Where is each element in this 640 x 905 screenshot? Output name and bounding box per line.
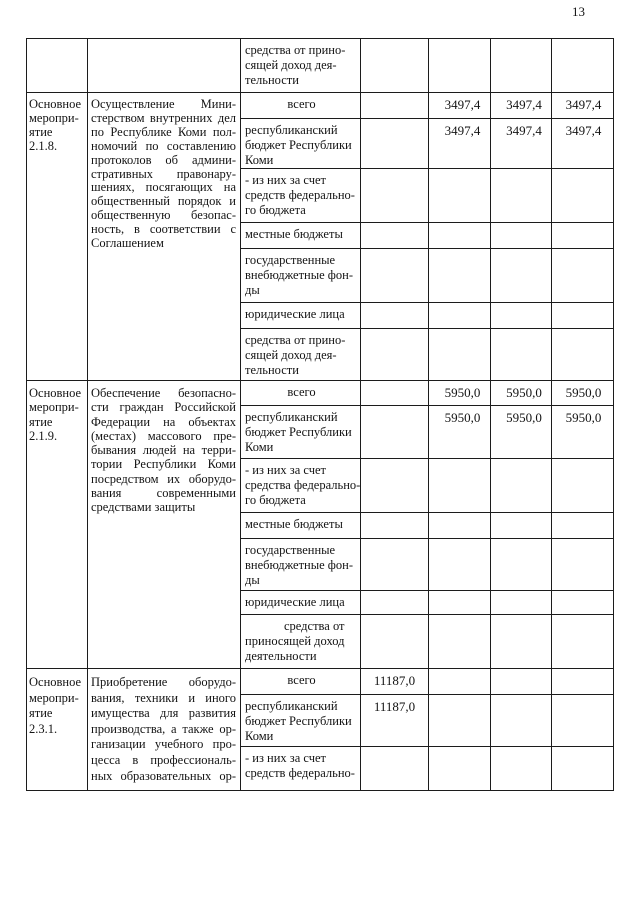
value-cell — [552, 539, 614, 591]
text-line: протоколов об админи- — [91, 152, 236, 167]
value-cell — [429, 669, 491, 695]
value-cell — [491, 249, 552, 303]
text-line: Коми — [245, 440, 274, 454]
value-cell — [361, 119, 429, 169]
text-line: средств федерально- — [245, 188, 355, 202]
text-line: республиканский — [245, 699, 338, 713]
value-cell — [429, 303, 491, 329]
value-cell: 3497,4 — [429, 119, 491, 169]
value-cell — [491, 513, 552, 539]
value-cell: 5950,0 — [552, 406, 614, 459]
text-line: средства от прино- — [245, 43, 346, 57]
value-cell — [429, 615, 491, 669]
text-line: производства, а также ор- — [91, 721, 236, 736]
value-cell — [361, 329, 429, 381]
text-line: средства федерально- — [245, 478, 361, 492]
value-cell — [361, 539, 429, 591]
text-line: всего — [287, 385, 316, 399]
value-cell — [361, 591, 429, 615]
event-cell — [27, 381, 88, 669]
value-cell — [361, 249, 429, 303]
value-cell — [361, 747, 429, 791]
value-cell — [491, 169, 552, 223]
source-cell — [241, 669, 361, 695]
empty-cell — [88, 39, 241, 93]
text-line: ятие — [29, 124, 53, 139]
value-cell — [361, 169, 429, 223]
value-cell — [361, 303, 429, 329]
source-cell — [241, 39, 361, 93]
source-cell — [241, 169, 361, 223]
value-cell — [552, 669, 614, 695]
value-cell: 3497,4 — [552, 93, 614, 119]
text-line: шениях, посягающих на — [91, 180, 236, 195]
text-line: средства от прино- — [245, 333, 346, 347]
text-line: по Республике Коми пол- — [91, 124, 236, 139]
source-cell — [241, 539, 361, 591]
table-row — [27, 93, 614, 119]
value-cell: 5950,0 — [491, 381, 552, 406]
value-cell — [429, 223, 491, 249]
value-cell — [361, 93, 429, 119]
text-line: Основное — [29, 386, 82, 400]
value-cell — [429, 591, 491, 615]
value-cell — [552, 169, 614, 223]
value-cell — [429, 459, 491, 513]
value-cell — [491, 747, 552, 791]
text-line: республиканский — [245, 123, 338, 137]
text-line: местные бюджеты — [245, 517, 343, 531]
value-cell — [552, 695, 614, 747]
value-cell — [361, 615, 429, 669]
value-cell — [491, 303, 552, 329]
source-cell — [241, 381, 361, 406]
table-row — [27, 669, 614, 695]
text-line: посредством их оборудо- — [91, 471, 236, 486]
value-cell — [429, 329, 491, 381]
text-line: юридические лица — [245, 307, 345, 321]
text-line: сящей доход дея- — [245, 348, 337, 362]
table-row — [27, 381, 614, 406]
text-line: средства от — [284, 619, 345, 633]
text-line: меропри- — [29, 110, 79, 125]
value-cell — [429, 39, 491, 93]
text-line: всего — [287, 97, 316, 111]
text-line: бюджет Республики — [245, 714, 352, 728]
empty-cell — [27, 39, 88, 93]
value-cell: 5950,0 — [429, 381, 491, 406]
text-line: Приобретение оборудо- — [91, 675, 236, 689]
text-line: ность, в соответствии с — [91, 222, 236, 237]
text-line: го бюджета — [245, 493, 306, 507]
value-cell: 5950,0 — [491, 406, 552, 459]
text-line: вания, техники и иного — [91, 690, 236, 705]
text-line: меропри- — [29, 400, 79, 415]
value-cell — [429, 747, 491, 791]
text-line: ды — [245, 283, 260, 297]
value-cell: 3497,4 — [429, 93, 491, 119]
value-cell — [429, 695, 491, 747]
value-cell — [361, 381, 429, 406]
text-line: средств федерально- — [245, 766, 355, 780]
source-cell — [241, 93, 361, 119]
source-cell — [241, 119, 361, 169]
text-line: Основное — [29, 97, 82, 111]
text-line: имущества для развития — [91, 706, 236, 721]
value-cell — [361, 223, 429, 249]
text-line: тельности — [245, 363, 299, 377]
source-cell — [241, 695, 361, 747]
text-line: республиканский — [245, 410, 338, 424]
text-line: Осуществление Мини- — [91, 97, 236, 111]
value-cell — [552, 329, 614, 381]
text-line: приносящей доход — [245, 634, 345, 648]
value-cell — [552, 747, 614, 791]
text-line: местные бюджеты — [245, 227, 343, 241]
text-line: деятельности — [245, 649, 317, 663]
text-line: - из них за счет — [245, 463, 326, 477]
value-cell — [429, 169, 491, 223]
value-cell — [491, 615, 552, 669]
value-cell — [552, 223, 614, 249]
text-line: государственные — [245, 253, 336, 267]
source-cell — [241, 249, 361, 303]
text-line: ятие — [29, 706, 53, 721]
value-cell — [429, 249, 491, 303]
value-cell: 3497,4 — [552, 119, 614, 169]
page-number: 13 — [572, 4, 585, 19]
text-line: внебюджетные фон- — [245, 558, 354, 572]
text-line: государственные — [245, 543, 336, 557]
text-line: меропри- — [29, 690, 79, 705]
text-line: стерством внутренних дел — [91, 110, 236, 125]
text-line: Коми — [245, 729, 274, 743]
value-cell — [491, 329, 552, 381]
source-cell — [241, 223, 361, 249]
source-cell — [241, 615, 361, 669]
text-line: стративных правонару- — [91, 166, 236, 181]
funding-table — [26, 38, 614, 791]
value-cell: 11187,0 — [361, 669, 429, 695]
text-line: юридические лица — [245, 595, 345, 609]
source-cell — [241, 459, 361, 513]
event-cell — [27, 93, 88, 381]
value-cell — [552, 39, 614, 93]
text-line: - из них за счет — [245, 751, 326, 765]
description-cell — [88, 669, 241, 791]
text-line: номочий по составлению — [91, 138, 236, 153]
source-cell — [241, 513, 361, 539]
description-cell — [88, 93, 241, 381]
text-line: бюджет Республики — [245, 425, 352, 439]
text-line: Коми — [245, 153, 274, 167]
value-cell — [361, 406, 429, 459]
text-line: сти граждан Российской — [91, 400, 236, 415]
value-cell — [491, 591, 552, 615]
text-line: внебюджетные фон- — [245, 268, 354, 282]
text-line: ных образовательных ор- — [91, 768, 236, 783]
value-cell — [552, 513, 614, 539]
description-cell — [88, 381, 241, 669]
source-cell — [241, 329, 361, 381]
value-cell — [429, 513, 491, 539]
value-cell — [361, 459, 429, 513]
text-line: вания современными — [91, 486, 236, 501]
value-cell: 11187,0 — [361, 695, 429, 747]
value-cell — [491, 459, 552, 513]
text-line: бывания людей на терри- — [91, 443, 236, 458]
text-line: бюджет Республики — [245, 138, 352, 152]
value-cell: 5950,0 — [552, 381, 614, 406]
text-line: сящей доход дея- — [245, 58, 337, 72]
text-line: ды — [245, 573, 260, 587]
value-cell — [361, 513, 429, 539]
value-cell — [491, 669, 552, 695]
event-cell — [27, 669, 88, 791]
text-line: общественную безопас- — [91, 208, 236, 223]
text-line: 2.3.1. — [29, 721, 58, 736]
source-cell — [241, 303, 361, 329]
text-line: Обеспечение безопасно- — [91, 386, 236, 400]
text-line: - из них за счет — [245, 173, 326, 187]
text-line: ганизации учебного про- — [91, 737, 236, 752]
value-cell — [361, 39, 429, 93]
text-line: ятие — [29, 414, 53, 429]
text-line: Федерации на объектах — [91, 414, 236, 429]
value-cell — [491, 223, 552, 249]
value-cell — [429, 539, 491, 591]
value-cell: 3497,4 — [491, 93, 552, 119]
text-line: средствами защиты — [91, 500, 196, 515]
text-line: 2.1.9. — [29, 428, 58, 443]
value-cell — [552, 591, 614, 615]
text-line: цесса в профессиональ- — [91, 752, 236, 767]
value-cell — [491, 695, 552, 747]
value-cell: 5950,0 — [429, 406, 491, 459]
table-row — [27, 39, 614, 93]
value-cell — [491, 539, 552, 591]
source-cell — [241, 406, 361, 459]
text-line: Соглашением — [91, 236, 164, 251]
text-line: общественный порядок и — [91, 194, 236, 209]
value-cell — [491, 39, 552, 93]
text-line: Основное — [29, 675, 82, 689]
text-line: (местах) массового пре- — [91, 428, 236, 443]
value-cell — [552, 249, 614, 303]
text-line: го бюджета — [245, 203, 306, 217]
value-cell — [552, 459, 614, 513]
value-cell — [552, 303, 614, 329]
text-line: 2.1.8. — [29, 138, 58, 153]
text-line: всего — [287, 673, 316, 687]
source-cell — [241, 591, 361, 615]
text-line: тельности — [245, 73, 299, 87]
text-line: тории Республики Коми — [91, 457, 236, 472]
value-cell — [552, 615, 614, 669]
source-cell — [241, 747, 361, 791]
value-cell: 3497,4 — [491, 119, 552, 169]
